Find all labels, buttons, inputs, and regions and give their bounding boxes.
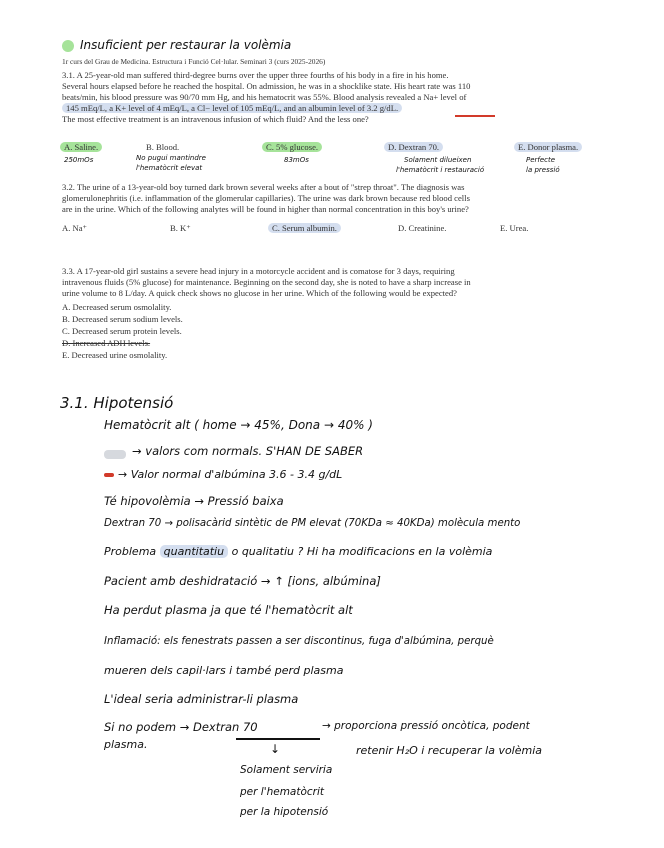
hw-line-13b: plasma. [104,738,148,751]
note-e-1: Perfecte [526,156,556,164]
note-c: 83mOs [284,156,309,164]
q32-option-b: B. K⁺ [170,223,191,233]
q31-line-3: beats/min, his blood pressure was 90/70 mm Hg, and his hematocrit was 55%. Blood analysis revealed a Na+ level of [62,92,467,102]
hw-line-19: per la hipotensió [240,806,329,818]
red-arrow-mark [104,473,114,477]
hw-line-7: Problema quantitatiu o qualitatiu ? Hi ha modificacions en la volèmia [104,545,493,558]
q33-line-1: 3.3. A 17-year-old girl sustains a severe head injury in a motorcycle accident and is comatose for 3 days, requiring [62,266,455,276]
hw-line-2: Hematòcrit alt ( home → 45%, Dona → 40% ) [104,418,373,432]
hw-line-8: Pacient amb deshidratació → ↑ [ions, albúmina] [104,574,381,588]
q32-line-3: are in the urine. Which of the following analytes will be found in higher than normal concentration in this boy's urine? [62,204,469,214]
hw-line-11: mueren dels capil·lars i també perd plasma [104,664,344,677]
hw-line-18: per l'hematòcrit [240,786,325,798]
q33-line-2: intravenous fluids (5% glucose) for maintenance. Beginning on the second day, she is noted to have a sharp increase in [62,277,471,287]
note-b-1: No pugui mantindre [136,154,206,162]
hw-line-10: Inflamació: els fenestrats passen a ser discontinus, fuga d'albúmina, perquè [104,636,494,647]
q32-option-d: D. Creatinine. [398,223,447,233]
hw-line-13: Si no podem → Dextran 70 [104,720,258,734]
q32-option-c: C. Serum albumin. [268,223,341,234]
green-dot-marker [62,40,74,52]
q31-highlight: 145 mEq/L, a K+ level of 4 mEq/L, a Cl− level of 105 mEq/L, and an albumin level of 3.2 g/dL. [62,103,402,113]
hw-line-9: Ha perdut plasma ja que té l'hematòcrit alt [104,603,353,617]
hw-line-17: Solament serviria [240,764,333,776]
q31-option-d: D. Dextran 70. [384,142,443,153]
hw-line-12: L'ideal seria administrar-li plasma [104,692,299,706]
hw-heading: 3.1. Hipotensió [60,394,174,412]
q31-line-4 [62,103,402,114]
q32-line-2: glomerulonephritis (i.e. inflammation of the glomerular capillaries). The urine was dark brown because red blood cells [62,193,470,203]
q31-option-b: B. Blood. [146,142,180,152]
q33-option-b: B. Decreased serum sodium levels. [62,314,183,324]
q31-option-c: C. 5% glucose. [262,142,322,153]
q31-line-5: The most effective treatment is an intravenous infusion of which fluid? And the less one? [62,114,369,124]
q31-line-1: 3.1. A 25-year-old man suffered third-degree burns over the upper three fourths of his body in a fire in his home. [62,70,449,80]
note-d-2: l'hematòcrit i restauració [396,166,485,174]
quantitatiu-highlight: quantitatiu [160,545,228,558]
q33-option-a: A. Decreased serum osmolality. [62,302,172,312]
q33-option-c: C. Decreased serum protein levels. [62,326,182,336]
hw-line-6: Dextran 70 → polisacàrid sintètic de PM elevat (70KDa ≈ 40KDa) molècula mento [104,518,521,529]
q32-line-1: 3.2. The urine of a 13-year-old boy turned dark brown several weeks after a bout of "strep throat". The diagnosis was [62,182,465,192]
hw-line-3: → valors com normals. S'HAN DE SABER [132,444,364,458]
note-b-2: l'hematòcrit elevat [136,164,203,172]
albumin-underline [455,115,495,117]
note-a: 250mOs [64,156,94,164]
q31-option-a: A. Saline. [60,142,102,153]
q33-line-3: urine volume to 8 L/day. A quick check shows no glucose in her urine. Which of the following would be expected? [62,288,457,298]
course-line: 1r curs del Grau de Medicina. Estructura i Funció Cel·lular. Seminari 3 (curs 2025-2026) [62,57,326,66]
q33-option-e: E. Decreased urine osmolality. [62,350,168,360]
q31-line-2: Several hours elapsed before he reached the hospital. On admission, he was in a shocklike state. His heart rate was 110 [62,81,471,91]
hw-line-4: → Valor normal d'albúmina 3.6 - 3.4 g/dL [118,468,343,481]
q32-option-a: A. Na⁺ [62,223,88,233]
q33-option-d: D. Increased ADH levels. [62,338,151,348]
hw-line-15: retenir H₂O i recuperar la volèmia [356,744,543,757]
dextran-underline [236,738,320,740]
q31-option-e: E. Donor plasma. [514,142,582,153]
title-note: Insuficient per restaurar la volèmia [80,38,292,52]
hw-arrow-down: ↓ [270,742,281,756]
hw-line-5: Té hipovolèmia → Pressió baixa [104,494,284,508]
q32-option-e: E. Urea. [500,223,529,233]
note-d-1: Solament dilueixen [404,156,472,164]
grey-highlight-mark [104,450,126,459]
hw-line-14: → proporciona pressió oncòtica, podent [322,720,530,732]
note-e-2: la pressió [526,166,560,174]
